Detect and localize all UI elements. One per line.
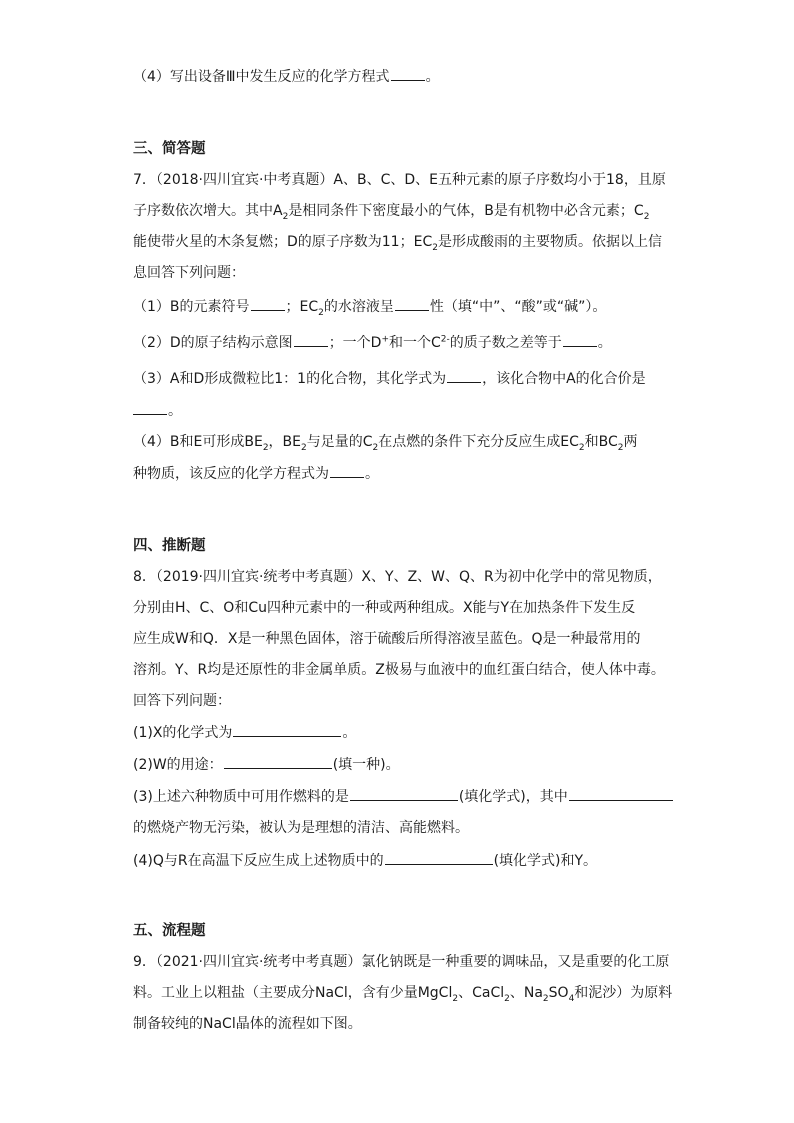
- q7-p1c: 的水溶液呈: [323, 299, 394, 315]
- q7-l2b: 是相同条件下密度最小的气体，B是有机物中必含元素；C: [288, 203, 644, 219]
- q7-line-4: 息回答下列问题：: [133, 265, 245, 281]
- q6-part4-end: 。: [425, 69, 440, 85]
- answer-blank[interactable]: [330, 463, 364, 478]
- q8-p1a: (1)X的化学式为: [133, 725, 233, 741]
- subscript: 2: [617, 442, 624, 453]
- subscript: 2: [301, 442, 307, 453]
- q8-p2a: (2)W的用途：: [133, 757, 223, 773]
- q7-line-1: 7．（2018·四川宜宾·中考真题）A、B、C、D、E五种元素的原子序数均小于18，且原: [133, 172, 666, 188]
- q8-part3: [133, 786, 674, 807]
- q8-part4: [133, 850, 597, 871]
- q7-p2c: 和一个C: [389, 335, 441, 351]
- answer-blank[interactable]: [447, 368, 481, 383]
- answer-blank[interactable]: [391, 66, 425, 81]
- answer-blank[interactable]: [395, 296, 429, 311]
- subscript: 2: [643, 211, 650, 222]
- q8-part2: [133, 754, 400, 775]
- q9-line-1: 9．（2021·四川宜宾·统考中考真题）氯化钠既是一种重要的调味品，又是重要的化工原: [133, 954, 670, 970]
- q7-p4h: 。: [365, 466, 379, 482]
- q7-l2a: 子序数依次增大。其中A: [133, 203, 283, 219]
- q8-p1b: 。: [342, 725, 357, 741]
- answer-blank[interactable]: [569, 786, 673, 801]
- subscript: 2: [432, 242, 438, 253]
- q7-p2e: 。: [597, 335, 612, 351]
- q7-p4f: 两: [623, 434, 638, 450]
- q8-line-1: 8．（2019·四川宜宾·统考中考真题）X、Y、Z、W、Q、R为初中化学中的常见物质，: [133, 569, 662, 585]
- q8-part3-cont: 的燃烧产物无污染，被认为是理想的清洁、高能燃料。: [133, 820, 469, 836]
- q7-p2b: ；一个D: [328, 335, 382, 351]
- q8-p4a: (4)Q与R在高温下反应生成上述物质中的: [133, 853, 384, 869]
- q7-p4a: （4）B和E可形成BE: [133, 434, 263, 450]
- answer-blank[interactable]: [251, 296, 285, 311]
- q8-p4b: (填化学式)和Y。: [493, 853, 598, 869]
- subscript: 2: [542, 993, 549, 1004]
- q7-part1: [133, 296, 606, 317]
- q8-p2b: (填一种)。: [332, 757, 400, 773]
- answer-blank[interactable]: [563, 332, 597, 347]
- section-heading-4: 四、推断题: [133, 538, 206, 554]
- q7-p4e: 和BC: [584, 434, 618, 450]
- q8-line-5: 回答下列问题：: [133, 693, 231, 709]
- q7-p1a: （1）B的元素符号: [133, 299, 250, 315]
- answer-blank[interactable]: [294, 332, 328, 347]
- section-heading-5: 五、流程题: [133, 923, 206, 939]
- q7-p1d: 性（填“中”、“酸”或“碱”）。: [429, 299, 607, 315]
- subscript: 2: [578, 442, 585, 453]
- q9-line-2: [133, 983, 672, 1003]
- subscript: 2: [452, 993, 459, 1004]
- q8-p3a: (3)上述六种物质中可用作燃料的是: [133, 789, 349, 805]
- q6-part4: [133, 66, 440, 87]
- q9-l2a: 料。工业上以粗盐（主要成分NaCl，含有少量MgCl: [133, 985, 453, 1001]
- subscript: 2: [372, 442, 379, 453]
- subscript: 2: [318, 307, 324, 318]
- q7-p3b: ，该化合物中A的化合价是: [482, 371, 646, 387]
- subscript: 4: [568, 993, 575, 1004]
- q7-p4d: 在点燃的条件下充分反应生成EC: [378, 434, 579, 450]
- q7-l3b: 是形成酸雨的主要物质。依据以上信: [437, 234, 662, 250]
- q8-line-3: 应生成W和Q．X是一种黑色固体，溶于硫酸后所得溶液呈蓝色。Q是一种最常用的: [133, 631, 641, 647]
- q7-part2: [133, 332, 612, 353]
- q7-p3c: 。: [168, 403, 182, 419]
- q7-p4b: ，BE: [268, 434, 301, 450]
- q9-l2c: 、Na: [509, 985, 543, 1001]
- q8-line-2: 分别由H、C、O和Cu四种元素中的一种或两种组成。X能与Y在加热条件下发生反: [133, 600, 636, 616]
- q9-l2e: 和泥沙）为原料: [574, 985, 673, 1001]
- answer-blank[interactable]: [133, 400, 167, 415]
- q7-part4: [133, 432, 637, 452]
- q7-p4c: 与足量的C: [306, 434, 373, 450]
- q7-p2a: （2）D的原子结构示意图: [133, 335, 293, 351]
- q7-l3a: 能使带火星的木条复燃；D的原子序数为11；EC: [133, 234, 433, 250]
- q7-p2d: 的质子数之差等于: [449, 335, 562, 351]
- q7-p1b: ；EC: [285, 299, 319, 315]
- q7-line-3: [133, 232, 662, 252]
- q7-p3a: （3）A和D形成微粒比1：1的化合物，其化学式为: [133, 371, 447, 387]
- subscript: 2: [282, 211, 289, 222]
- answer-blank[interactable]: [350, 786, 458, 801]
- q8-part1: [133, 722, 356, 743]
- section-heading-3: 三、简答题: [133, 141, 206, 157]
- answer-blank[interactable]: [224, 754, 332, 769]
- subscript: 2: [504, 993, 510, 1004]
- q7-part4-cont: [133, 463, 379, 484]
- q8-p3b: (填化学式)，其中: [458, 789, 568, 805]
- q9-line-3: 制备较纯的NaCl晶体的流程如下图。: [133, 1016, 362, 1032]
- superscript: +: [381, 334, 390, 345]
- q7-p4g: 种物质，该反应的化学方程式为: [133, 466, 329, 482]
- answer-blank[interactable]: [385, 850, 493, 865]
- q9-l2d: SO: [548, 985, 569, 1001]
- q8-line-4: 溶剂。Y、R均是还原性的非金属单质。Z极易与血液中的血红蛋白结合，使人体中毒。: [133, 662, 665, 678]
- q7-part3-cont: [133, 400, 182, 421]
- subscript: 2: [262, 442, 269, 453]
- q7-part3: [133, 368, 646, 389]
- q9-l2b: 、CaCl: [458, 985, 505, 1001]
- answer-blank[interactable]: [233, 722, 341, 737]
- q7-line-2: [133, 201, 649, 221]
- q6-part4-text: （4）写出设备Ⅲ中发生反应的化学方程式: [133, 69, 390, 85]
- superscript: 2-: [440, 334, 450, 345]
